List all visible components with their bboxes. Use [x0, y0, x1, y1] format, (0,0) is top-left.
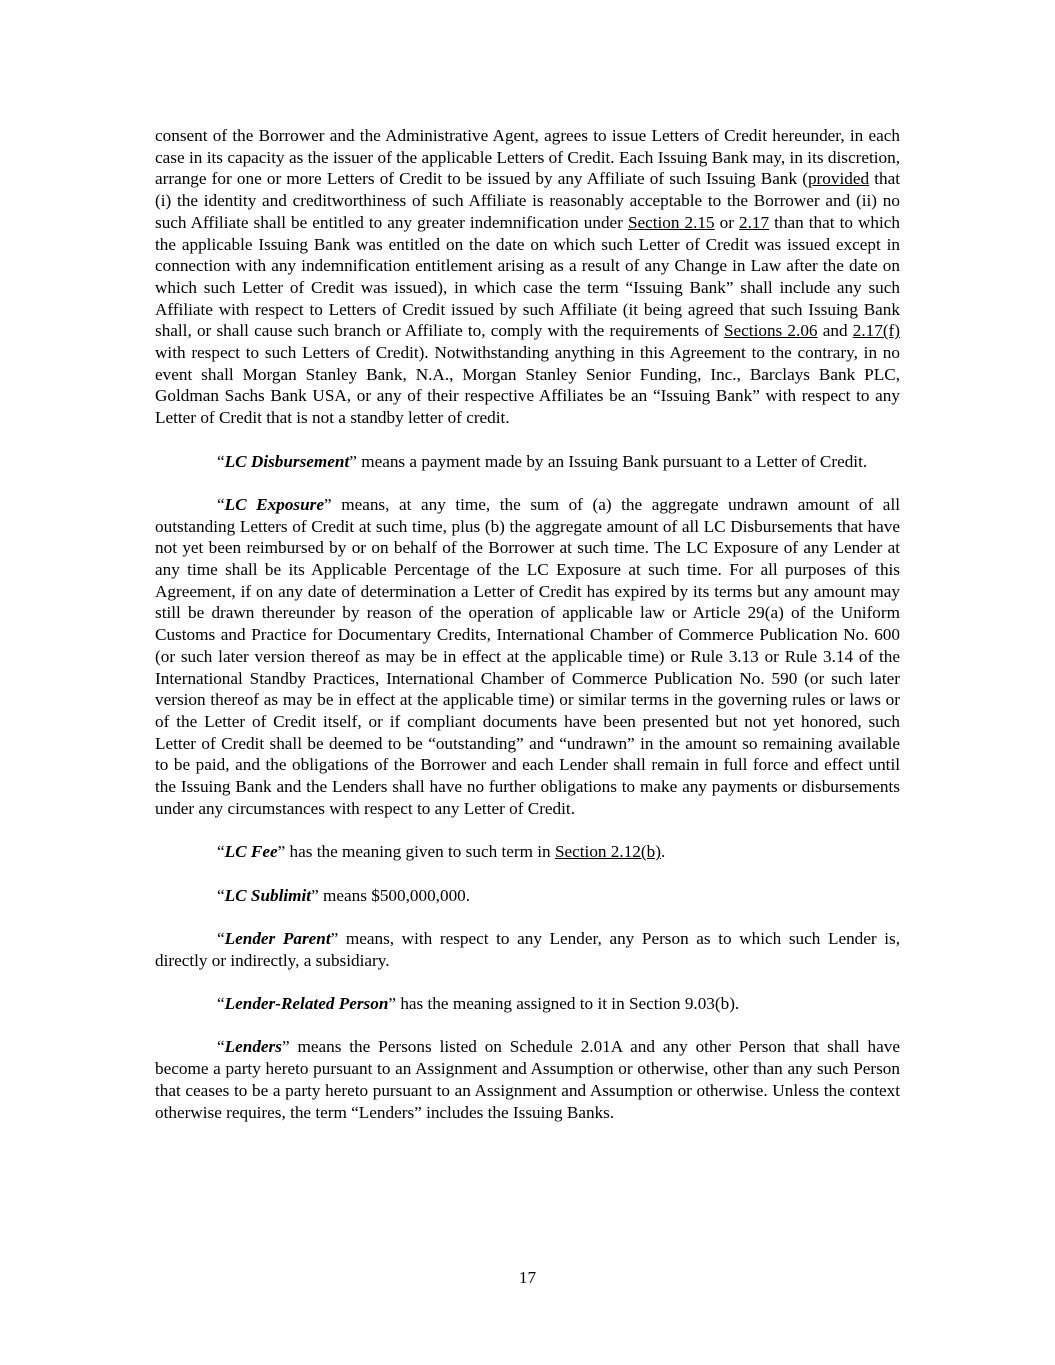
definition-text: ” has the meaning assigned to it in Section 9.03(b).: [388, 994, 740, 1014]
page-number: 17: [518, 1268, 537, 1287]
definition-lc-disbursement: [155, 451, 900, 473]
definition-lenders: [155, 1036, 900, 1123]
open-quote: “: [217, 1037, 225, 1057]
section-reference: Sections 2.06: [723, 321, 818, 341]
open-quote: “: [217, 928, 225, 948]
open-quote: “: [217, 842, 225, 862]
defined-term: Lenders: [224, 1037, 282, 1057]
section-reference: 2.17: [739, 212, 770, 232]
definition-text: .: [660, 842, 666, 862]
definition-lc-fee: [155, 841, 900, 863]
paragraph-text: that (i) the identity and creditworthiness of such Affiliate is reasonably acceptable to the Borrower and (ii) no such Affiliate shall be entitled to any greater indemnification under: [155, 169, 900, 232]
definition-text: ” means $500,000,000.: [311, 885, 471, 905]
continuation-paragraph: [155, 125, 900, 429]
definition-lc-sublimit: [155, 885, 900, 907]
provided-term: provided: [807, 169, 870, 189]
definition-lc-exposure: [155, 494, 900, 820]
definition-text: ” means, with respect to any Lender, any Person as to which such Lender is, directly or indirectly, a subsidiary.: [155, 928, 901, 970]
section-reference: Section 2.15: [627, 212, 715, 232]
definition-lender-parent: [155, 928, 900, 971]
defined-term: LC Disbursement: [224, 451, 350, 471]
definition-text: ” has the meaning given to such term in: [277, 842, 555, 862]
section-reference: Section 2.12(b): [554, 842, 661, 862]
defined-term: Lender-Related Person: [224, 994, 389, 1014]
paragraph-text: consent of the Borrower and the Administrative Agent, agrees to issue Letters of Credit hereunder, in each case in its capacity as the issuer of the applicable Letters of Credit. Each Issuing Bank may, in its discretion, arrange for one or more Letters of Credit to be issued by any Affiliate of such Issuing Bank (: [155, 126, 900, 189]
open-quote: “: [217, 994, 225, 1014]
section-reference: 2.17(f): [852, 321, 900, 341]
definition-text: ” means, at any time, the sum of (a) the aggregate undrawn amount of all outstanding Letters of Credit at such time, plus (b) the aggregate amount of all LC Disbursements that have not yet been reimbursed by or on behalf of the Borrower at such time. The LC Exposure of any Lender at any time shall be its Applicable Percentage of the LC Exposure at such time. For all purposes of this Agreement, if on any date of determination a Letter of Credit has expired by its terms but any amount may still be drawn thereunder by reason of the operation of applicable law or Article 29(a) of the Uniform Customs and Practice for Documentary Credits, International Chamber of Commerce Publication No. 600 (or such later version thereof as may be in effect at the applicable time) or Rule 3.13 or Rule 3.14 of the International Standby Practices, International Chamber of Commerce Publication No. 590 (or such later version thereof as may be in effect at the applicable time) or similar terms in the governing rules or laws or of the Letter of Credit itself, or if compliant documents have been presented but not yet honored, such Letter of Credit shall be deemed to be “outstanding” and “undrawn” in the amount so remaining available to be paid, and the obligations of the Borrower and each Lender shall remain in full force and effect until the Issuing Bank and the Lenders shall have no further obligations to make any payments or disbursements under any circumstances with respect to any Letter of Credit.: [155, 494, 900, 818]
open-quote: “: [217, 451, 225, 471]
defined-term: LC Sublimit: [224, 885, 312, 905]
open-quote: “: [217, 885, 225, 905]
paragraph-text: or: [714, 212, 740, 232]
definition-text: ” means a payment made by an Issuing Bank pursuant to a Letter of Credit.: [349, 451, 868, 471]
defined-term: LC Exposure: [224, 494, 324, 514]
paragraph-text: than that to which the applicable Issuing Bank was entitled on the date on which such Letter of Credit was issued except in connection with any indemnification entitlement arising as a result of any Change in Law after the date on which such Letter of Credit was issued), in which case the term “Issuing Bank” shall include any such Affiliate with respect to Letters of Credit issued by such Affiliate (it being agreed that such Issuing Bank shall, or shall cause such branch or Affiliate to, comply with the requirements of: [155, 212, 900, 341]
paragraph-text: with respect to such Letters of Credit). Notwithstanding anything in this Agreement to the contrary, in no event shall Morgan Stanley Bank, N.A., Morgan Stanley Senior Funding, Inc., Barclays Bank PLC, Goldman Sachs Bank USA, or any of their respective Affiliates be an “Issuing Bank” with respect to any Letter of Credit that is not a standby letter of credit.: [155, 343, 900, 428]
definition-text: ” means the Persons listed on Schedule 2.01A and any other Person that shall have become a party hereto pursuant to an Assignment and Assumption or otherwise, other than any such Person that ceases to be a party hereto pursuant to an Assignment and Assumption or otherwise. Unless the context otherwise requires, the term “Lenders” includes the Issuing Banks.: [155, 1037, 900, 1122]
defined-term: LC Fee: [224, 842, 278, 862]
document-body: [155, 125, 900, 1123]
defined-term: Lender Parent: [224, 928, 331, 948]
open-quote: “: [217, 494, 225, 514]
paragraph-text: and: [817, 321, 853, 341]
definition-lender-related-person: [155, 993, 900, 1015]
